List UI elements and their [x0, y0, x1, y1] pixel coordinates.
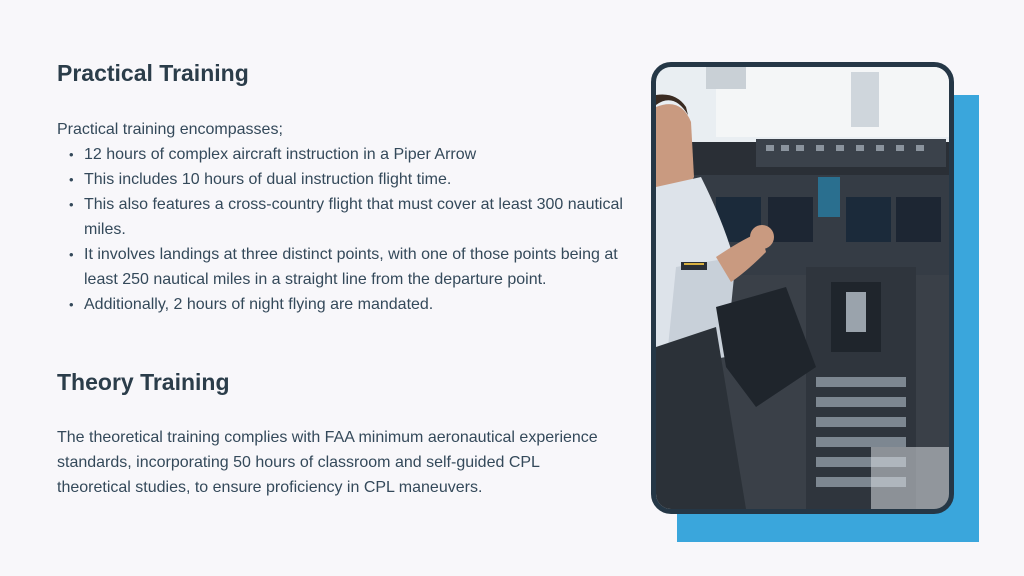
cockpit-illustration [656, 67, 949, 509]
list-item: • It involves landings at three distinct points, with one of those points being at least 250 nautical miles in a straight line from the departure point. [69, 242, 629, 292]
cockpit-photo [651, 62, 954, 514]
theory-training-heading: Theory Training [57, 369, 230, 395]
list-item: • This includes 10 hours of dual instruction flight time. [69, 167, 629, 192]
list-item: • Additionally, 2 hours of night flying are mandated. [69, 292, 629, 317]
list-item: • 12 hours of complex aircraft instruction in a Piper Arrow [69, 142, 629, 167]
practical-bullet-list [69, 142, 629, 317]
practical-training-heading: Practical Training [57, 60, 249, 86]
list-item: • This also features a cross-country flight that must cover at least 300 nautical miles. [69, 192, 629, 242]
practical-intro: Practical training encompasses; [57, 121, 283, 138]
theory-paragraph: The theoretical training complies with FAA minimum aeronautical experience standards, incorporating 50 hours of classroom and self-guided CPL theoretical studies, to ensure proficiency in CPL maneuvers. [57, 429, 598, 496]
